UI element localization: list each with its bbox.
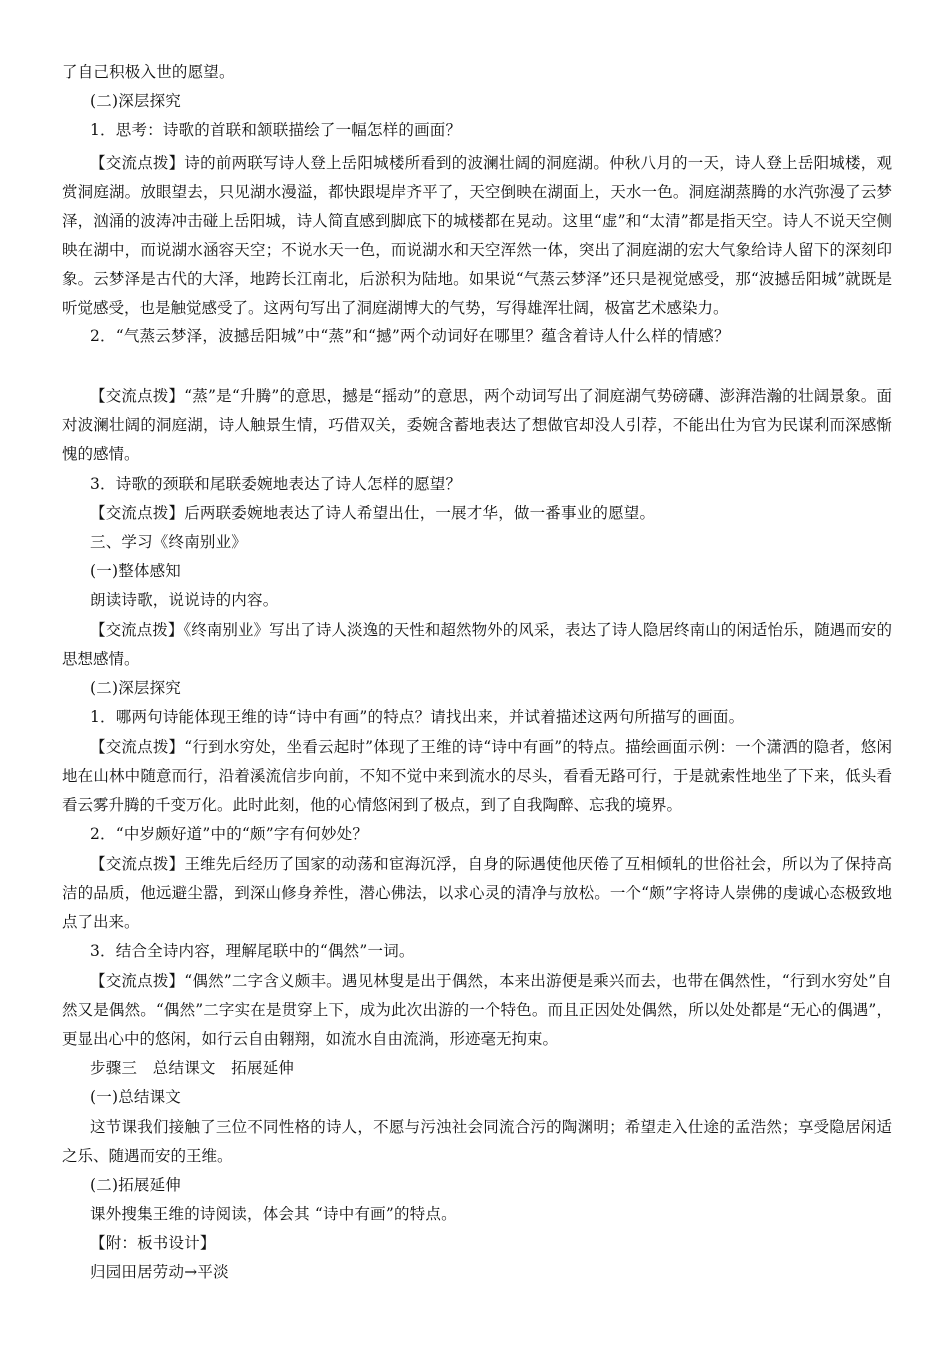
prompt-line: 课外搜集王维的诗阅读，体会其 “诗中有画”的特点。 (90, 1205, 457, 1223)
question: 1．哪两句诗能体现王维的诗“诗中有画”的特点？请找出来，并试着描述这两句所描写的画面。 (90, 708, 745, 726)
subsection-heading: (二)拓展延伸 (90, 1176, 181, 1194)
answer-paragraph: 【交流点拨】王维先后经历了国家的动荡和宦海沉浮，自身的际遇使他厌倦了互相倾轧的世俗社会，所以为了保持高洁的品质，他远避尘嚣，到深山修身养性，潜心佛法，以求心灵的清净与放松。一个“颇”字将诗人崇佛的虔诚心态极致地点了出来。 (62, 855, 892, 931)
question: 2．“气蒸云梦泽，波撼岳阳城”中“蒸”和“撼”两个动词好在哪里？蕴含着诗人什么样的情感？ (90, 327, 730, 345)
board-design-heading: 【附：板书设计】 (90, 1234, 216, 1252)
section-heading: (二)深层探究 (90, 92, 181, 110)
subsection-heading: (一)总结课文 (90, 1088, 181, 1106)
question: 3．结合全诗内容，理解尾联中的“偶然”一词。 (90, 942, 415, 960)
summary-paragraph: 这节课我们接触了三位不同性格的诗人，不愿与污浊社会同流合污的陶渊明；希望走入仕途的孟浩然；享受隐居闲适之乐、随遇而安的王维。 (62, 1118, 892, 1165)
section-heading: 三、学习《终南别业》 (90, 533, 248, 551)
subsection-heading: (二)深层探究 (90, 679, 181, 697)
answer-paragraph: 【交流点拨】后两联委婉地表达了诗人希望出仕，一展才华，做一番事业的愿望。 (90, 504, 656, 522)
subsection-heading: (一)整体感知 (90, 562, 181, 580)
answer-paragraph: 【交流点拨】“蒸”是“升腾”的意思，撼是“摇动”的意思，两个动词写出了洞庭湖气势磅礴、澎湃浩瀚的壮阔景象。面对波澜壮阔的洞庭湖，诗人触景生情，巧借双关，委婉含蓄地表达了想做官却没人引荐，不能出仕为官为民谋利而深感惭愧的感情。 (62, 387, 892, 463)
answer-paragraph: 【交流点拨】“行到水穷处，坐看云起时”体现了王维的诗“诗中有画”的特点。描绘画面示例：一个潇洒的隐者，悠闲地在山林中随意而行，沿着溪流信步向前，不知不觉中来到流水的尽头，看看无路可行，于是就索性地坐了下来，低头看看云雾升腾的千变万化。此时此刻，他的心情悠闲到了极点，到了自我陶醉、忘我的境界。 (62, 738, 892, 814)
answer-paragraph: 【交流点拨】诗的前两联写诗人登上岳阳城楼所看到的波澜壮阔的洞庭湖。仲秋八月的一天，诗人登上岳阳城楼，观赏洞庭湖。放眼望去，只见湖水漫溢，都快跟堤岸齐平了，天空倒映在湖面上，天水一色。洞庭湖蒸腾的水汽弥漫了云梦泽，汹涌的波涛冲击碰上岳阳城，诗人简直感到脚底下的城楼都在晃动。这里“虚”和“太清”都是指天空。诗人不说天空侧映在湖中，而说湖水涵容天空；不说水天一色，而说湖水和天空浑然一体，突出了洞庭湖的宏大气象给诗人留下的深刻印象。云梦泽是古代的大泽，地跨长江南北，后淤积为陆地。如果说“气蒸云梦泽”还只是视觉感受，那“波撼岳阳城”就既是听觉感受，也是触觉感受了。这两句写出了洞庭湖博大的气势，写得雄浑壮阔，极富艺术感染力。 (62, 154, 892, 317)
answer-paragraph: 【交流点拨】“偶然”二字含义颇丰。遇见林叟是出于偶然，本来出游便是乘兴而去，也带在偶然性，“行到水穷处”自然又是偶然。“偶然”二字实在是贯穿上下，成为此次出游的一个特色。而且正因处处偶然，所以处处都是“无心的偶遇”，更显出心中的悠闲，如行云自由翱翔，如流水自由流淌，形迹毫无拘束。 (62, 972, 892, 1048)
continuation-line: 了自己积极入世的愿望。 (62, 63, 235, 81)
question: 1．思考：诗歌的首联和颔联描绘了一幅怎样的画面？ (90, 121, 462, 139)
question: 3．诗歌的颈联和尾联委婉地表达了诗人怎样的愿望？ (90, 475, 462, 493)
prompt-line: 朗读诗歌，说说诗的内容。 (90, 591, 279, 609)
answer-paragraph: 【交流点拨】《终南别业》写出了诗人淡逸的天性和超然物外的风采，表达了诗人隐居终南山的闲适怡乐，随遇而安的思想感情。 (62, 621, 892, 668)
section-heading: 步骤三 总结课文 拓展延伸 (90, 1059, 295, 1077)
question: 2．“中岁颇好道”中的“颇”字有何妙处？ (90, 825, 369, 843)
board-design-line: 归园田居劳动→平淡 (90, 1263, 229, 1281)
